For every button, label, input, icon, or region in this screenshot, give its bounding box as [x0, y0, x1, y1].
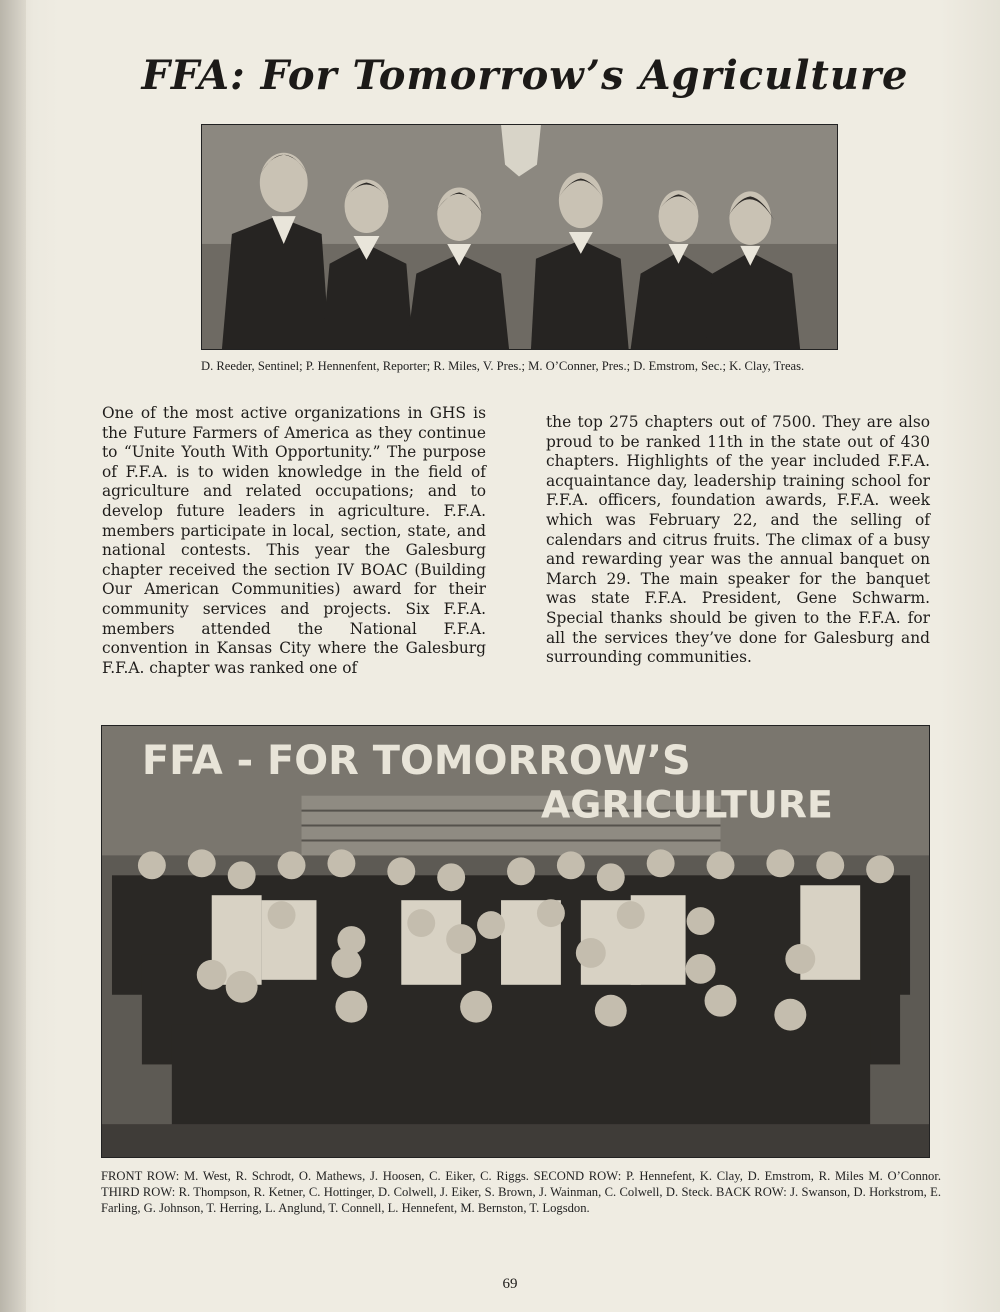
body-text-right-column: the top 275 chapters out of 7500. They are also proud to be ranked 11th in the state out of 430 chapters. Highlights of the year included F.F.A. acquaintance day, leadership training school for F.F.A. officers, foundation awards, F.F.A. week which was February 22, and the selling of calendars and citrus fruits. The climax of a busy and rewarding year was the annual banquet on March 29. The main speaker for the banquet was state F.F.A. President, Gene Schwarm. Special thanks should be given to the F.F.A. for all the services they’ve done for Galesburg and surrounding communities.: [546, 413, 930, 667]
officers-photo: [201, 124, 838, 350]
officers-caption: D. Reeder, Sentinel; P. Hennenfent, Reporter; R. Miles, V. Pres.; M. O’Conner, Pres.; D. Emstrom, Sec.; K. Clay, Treas.: [201, 359, 805, 373]
page-number: 69: [502, 1276, 518, 1292]
group-caption: FRONT ROW: M. West, R. Schrodt, O. Mathews, J. Hoosen, C. Eiker, C. Riggs. SECOND ROW: P. Hennefent, K. Clay, D. Emstrom, R. Miles M. O’Connor. THIRD ROW: R. Thompson, R. Ketner, C. Hottinger, D. Colwell, J. Eiker, S. Brown, J. Wainman, C. Colwell, D. Steck. BACK ROW: J. Swanson, D. Horkstrom, E. Farling, G. Johnson, T. Herring, L. Anglund, T. Connell, L. Hennefent, M. Bernston, T. Logsdon.: [101, 1169, 941, 1215]
page-title: FFA: For Tomorrow’s Agriculture: [141, 52, 909, 99]
banner-line-1: FFA - FOR TOMORROW’S: [141, 737, 691, 784]
page-gutter: [0, 0, 26, 1312]
body-text-left-column: One of the most active organizations in GHS is the Future Farmers of America as they continue to “Unite Youth With Opportunity.” The purpose of F.F.A. is to widen knowledge in the field of agriculture and related occupations; and to develop future leaders in agriculture. F.F.A. members participate in local, section, state, and national contests. This year the Galesburg chapter received the section IV BOAC (Building Our American Communities) award for their community services and projects. Six F.F.A. members attended the National F.F.A. convention in Kansas City where the Galesburg F.F.A. chapter was ranked one of: [102, 404, 486, 677]
group-photo: [101, 725, 930, 1158]
banner-line-2: AGRICULTURE: [540, 782, 833, 827]
